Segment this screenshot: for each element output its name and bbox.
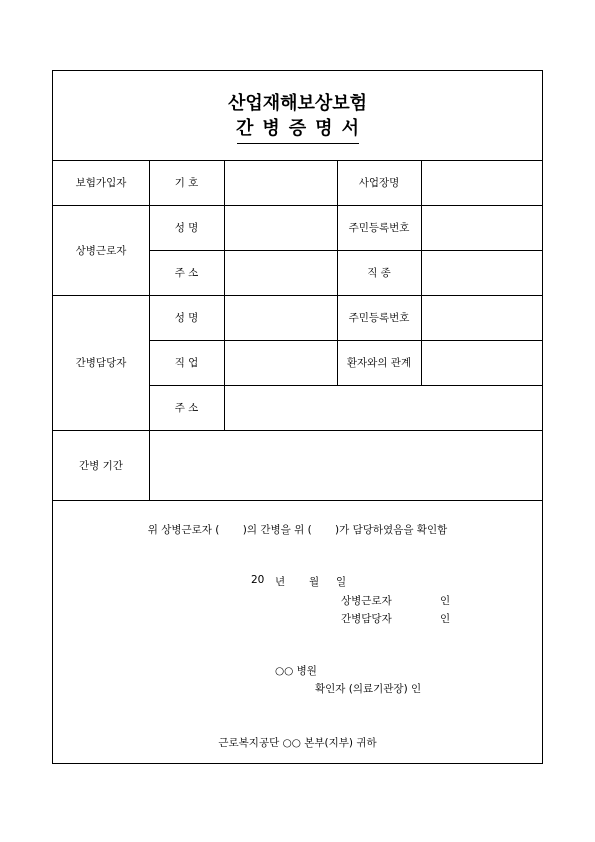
sign-caregiver-seal[interactable]: 인 — [440, 613, 451, 625]
confirmer-line: 확인자 (의료기관장) 인 — [315, 683, 422, 695]
caregiver-occupation-label: 직 업 — [174, 357, 199, 369]
caregiver-occupation-field[interactable] — [224, 340, 337, 385]
worker-job-field[interactable] — [421, 250, 542, 295]
month-label: 월 — [309, 576, 320, 588]
worker-job-label: 직 종 — [367, 267, 391, 279]
form-title-certificate: 간병증명서 — [236, 118, 368, 139]
caregiver-id-label: 주민등록번호 — [348, 312, 410, 324]
day-label: 일 — [336, 576, 347, 588]
insured-number-label: 기 호 — [174, 177, 199, 189]
caregiver-relation-label: 환자와의 관계 — [346, 357, 412, 369]
worker-id-field[interactable] — [421, 205, 542, 250]
worker-address-field[interactable] — [224, 250, 337, 295]
divider-period — [53, 500, 542, 501]
caregiver-group-label: 간병담당자 — [75, 357, 127, 369]
sign-worker-label: 상병근로자 — [341, 595, 392, 607]
sign-caregiver-label: 간병담당자 — [341, 613, 392, 625]
caregiver-name-label: 성 명 — [174, 312, 199, 324]
insured-number-field[interactable] — [224, 160, 337, 205]
worker-name-field[interactable] — [224, 205, 337, 250]
caregiver-id-field[interactable] — [421, 295, 542, 340]
insured-group-label: 보험가입자 — [75, 177, 127, 189]
form-addressee: 근로복지공단 ○○ 본부(지부) 귀하 — [218, 737, 377, 749]
worker-group-label: 상병근로자 — [75, 244, 127, 257]
care-period-label: 간병 기간 — [79, 459, 123, 472]
form-title-insurance: 산업재해보상보험 — [227, 93, 368, 114]
care-certificate-form — [52, 70, 543, 764]
worker-name-label: 성 명 — [174, 222, 199, 234]
caregiver-address-label: 주 소 — [174, 402, 199, 414]
year-label: 년 — [275, 576, 286, 588]
workplace-name-label: 사업장명 — [358, 177, 400, 189]
caregiver-address-field[interactable] — [224, 385, 542, 430]
workplace-name-field[interactable] — [421, 160, 542, 205]
care-period-field[interactable] — [149, 430, 542, 500]
worker-id-label: 주민등록번호 — [348, 222, 410, 234]
caregiver-relation-field[interactable] — [421, 340, 542, 385]
title-underline — [237, 143, 359, 144]
caregiver-name-field[interactable] — [224, 295, 337, 340]
hospital-name: ○○ 병원 — [275, 665, 317, 677]
confirmation-statement: 위 상병근로자 ( )의 간병을 위 ( )가 담당하였음을 확인함 — [147, 524, 448, 536]
year-prefix: 20 — [251, 574, 265, 586]
worker-address-label: 주 소 — [174, 267, 199, 279]
sign-worker-seal[interactable]: 인 — [440, 595, 451, 607]
